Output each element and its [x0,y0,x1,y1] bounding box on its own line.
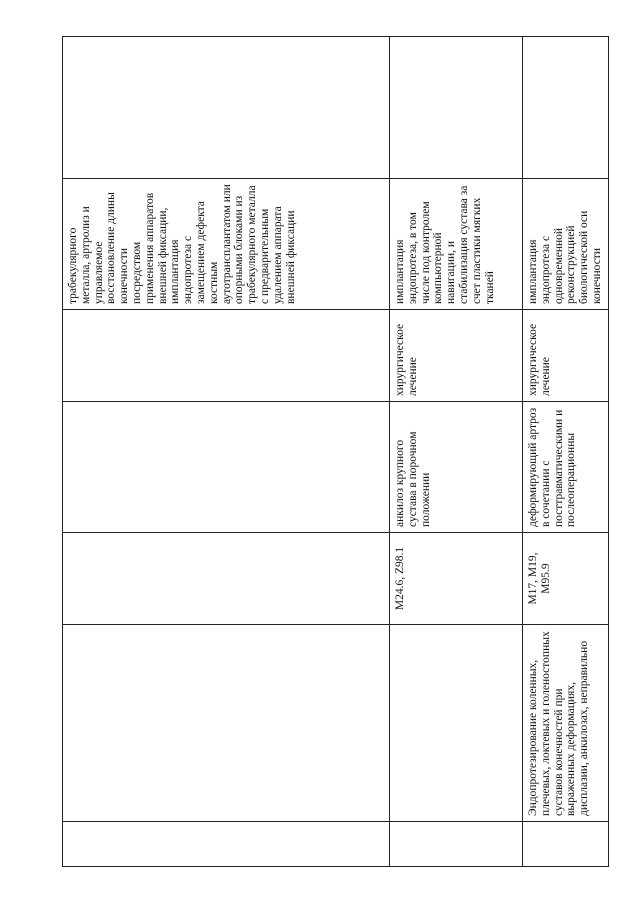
cell-method: трабекулярного металла, артролиз и управляемое восстановление длины конечности посредством применения аппаратов внешней фиксации, имплантация эндопротеза с замещением дефекта костным аутотрансплантатом или опорными блоками из трабекулярного металла с предварительным удалением аппарата внешней фиксации [63,179,390,310]
cell-extra [523,37,609,179]
cell-code: M24.6, Z98.1 [390,533,523,625]
table-row [63,37,390,867]
cell-model: деформирующий артроз в сочетании с посттравматическими и послеоперационны [523,402,609,533]
table-row [523,37,609,867]
cell-code: M17, M19, M95.9 [523,533,609,625]
cell-code [63,533,390,625]
cell-name [390,625,523,822]
rotated-content [62,37,603,867]
cell-treatment [63,310,390,402]
procedure-table [62,36,609,867]
cell-name: Эндопротезирование коленных, плечевых, локтевых и голеностопных суставов конечностей при выраженных деформациях, дисплазии, анкилозах, неправильно [523,625,609,822]
cell-num [390,822,523,867]
cell-model: анкилоз крупного сустава в порочном положении [390,402,523,533]
cell-num [63,822,390,867]
cell-treatment: хирургическое лечение [390,310,523,402]
cell-treatment: хирургическое лечение [523,310,609,402]
rotated-page [62,37,603,867]
table-row [390,37,523,867]
cell-model [63,402,390,533]
cell-name [63,625,390,822]
cell-method: имплантация эндопротеза с одновременной реконструкцией биологической оси конечности [523,179,609,310]
cell-extra [390,37,523,179]
cell-method: имплантация эндопротеза, в том числе под контролем компьютерной навигации, и стабилизация сустава за счет пластики мягких тканей [390,179,523,310]
cell-num [523,822,609,867]
cell-extra [63,37,390,179]
